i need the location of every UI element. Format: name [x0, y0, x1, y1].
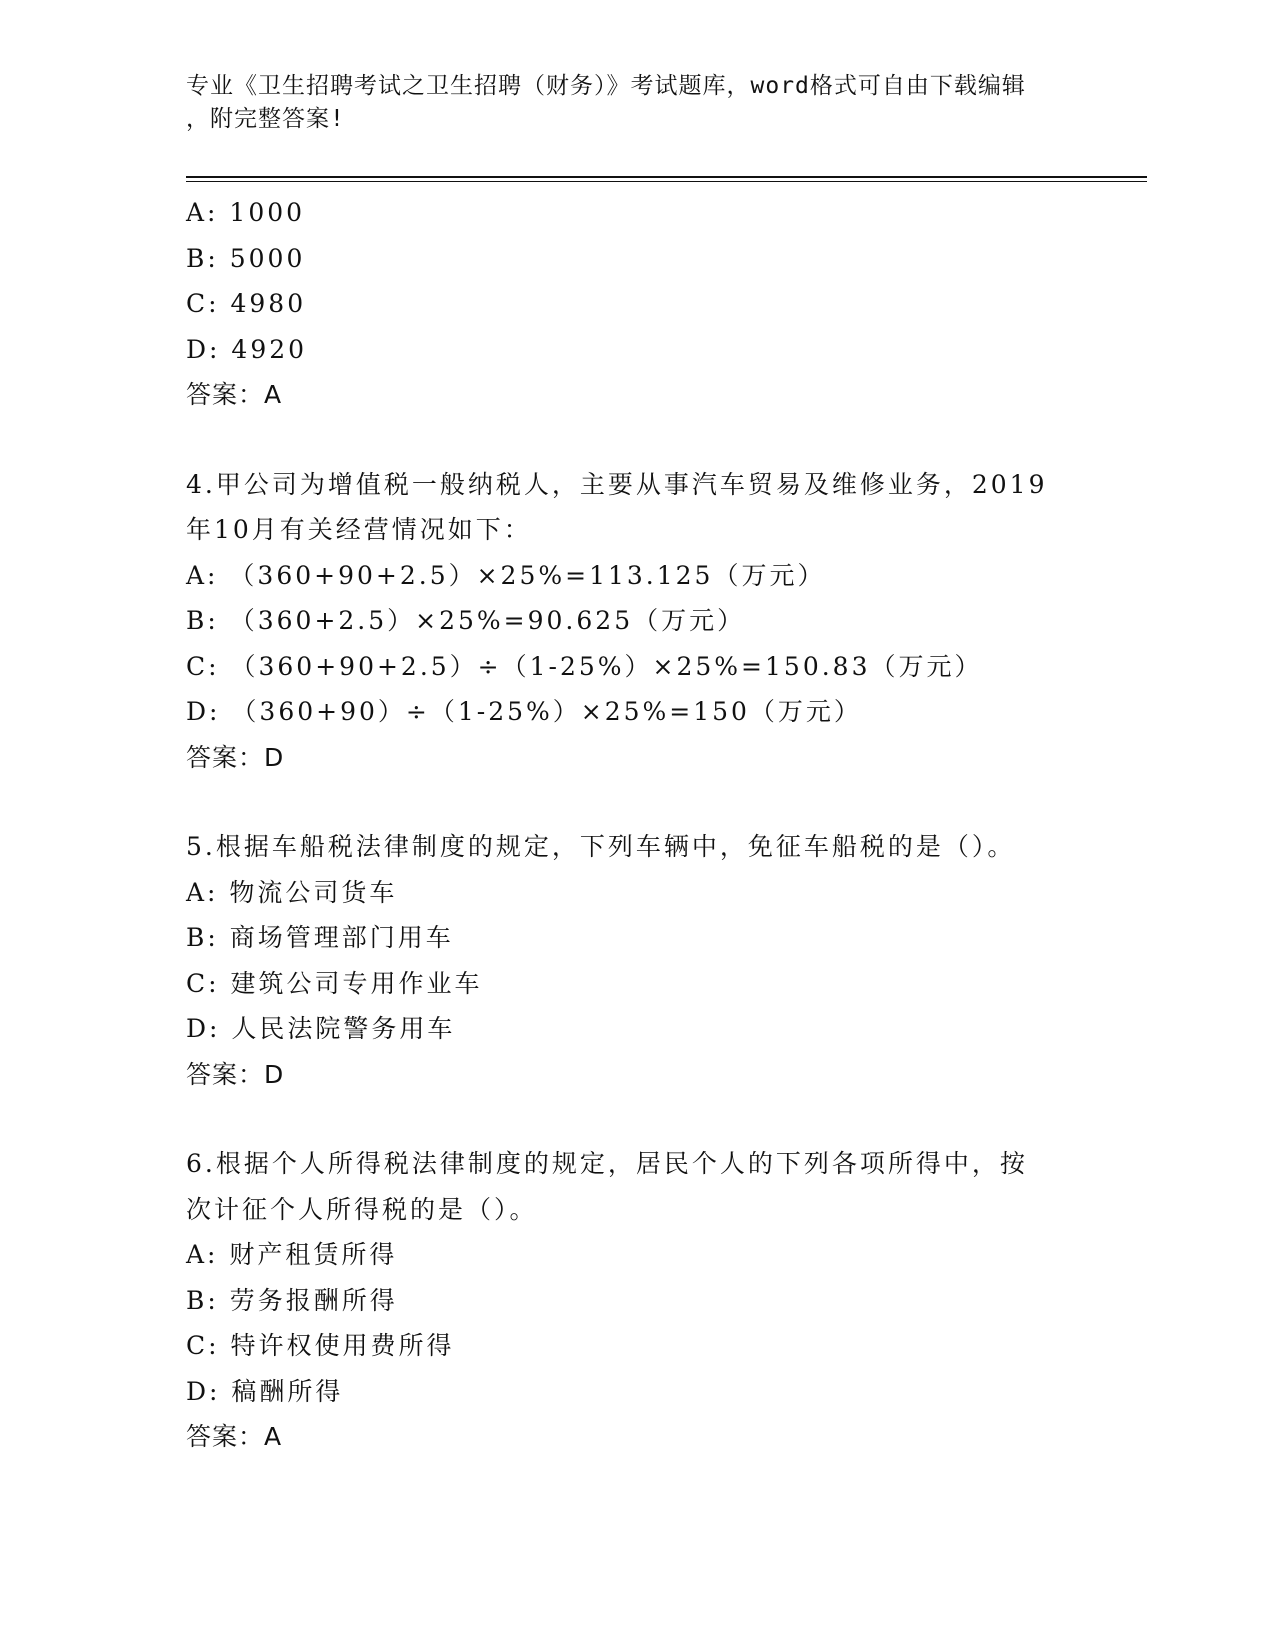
question-4-option-c: C: （360+90+2.5）÷（1-25%）×25%=150.83（万元） [186, 651, 983, 681]
question-6-block [186, 1141, 1086, 1460]
question-list [186, 190, 1086, 1460]
spacer [186, 418, 1086, 462]
question-4-option-a: A: （360+90+2.5）×25%=113.125（万元） [186, 560, 826, 590]
question-4-stem-line-2: 年10月有关经营情况如下： [186, 515, 532, 544]
spacer [186, 1097, 1086, 1141]
question-5-option-d: D: 人民法院警务用车 [186, 1014, 456, 1043]
question-6-option-b: B: 劳务报酬所得 [186, 1285, 398, 1315]
question-6-answer: 答案：A [186, 1422, 283, 1451]
question-6-option-c: C: 特许权使用费所得 [186, 1331, 455, 1360]
question-4-option-b: B: （360+2.5）×25%=90.625（万元） [186, 606, 746, 635]
spacer [186, 780, 1086, 824]
question-5-option-b: B: 商场管理部门用车 [186, 923, 454, 952]
header-rule-thin [186, 181, 1147, 182]
question-6-stem-line-2: 次计征个人所得税的是（）。 [186, 1194, 538, 1224]
question-5-option-c: C: 建筑公司专用作业车 [186, 968, 483, 998]
question-6-option-a: A: 财产租赁所得 [186, 1240, 398, 1269]
question-5-answer: 答案：D [186, 1059, 285, 1089]
question-3-option-d: D: 4920 [186, 334, 308, 364]
question-6-stem-line-1: 6.根据个人所得税法律制度的规定，居民个人的下列各项所得中，按 [186, 1149, 1028, 1178]
question-4-stem-line-1: 4.甲公司为增值税一般纳税人，主要从事汽车贸易及维修业务，2019 [186, 469, 1048, 499]
header-line-1: 专业《卫生招聘考试之卫生招聘（财务）》考试题库，word格式可自由下载编辑 [186, 73, 1026, 99]
question-3-block [186, 190, 1086, 418]
question-3-option-c: C: 4980 [186, 289, 307, 318]
question-6-option-d: D: 稿酬所得 [186, 1376, 344, 1406]
question-5-option-a: A: 物流公司货车 [186, 877, 398, 907]
question-5-block [186, 824, 1086, 1097]
question-4-option-d: D: （360+90）÷（1-25%）×25%=150（万元） [186, 697, 862, 726]
question-3-answer: 答案：A [186, 380, 283, 409]
header-rule-thick [186, 176, 1147, 178]
question-3-option-b: B: 5000 [186, 243, 306, 273]
question-4-answer: 答案：D [186, 742, 285, 772]
question-3-option-a: A: 1000 [186, 198, 306, 227]
document-header [186, 70, 1066, 136]
header-line-2: ，附完整答案! [186, 106, 345, 132]
question-5-stem-line-1: 5.根据车船税法律制度的规定，下列车辆中，免征车船税的是（）。 [186, 832, 1016, 861]
question-4-block [186, 462, 1086, 781]
